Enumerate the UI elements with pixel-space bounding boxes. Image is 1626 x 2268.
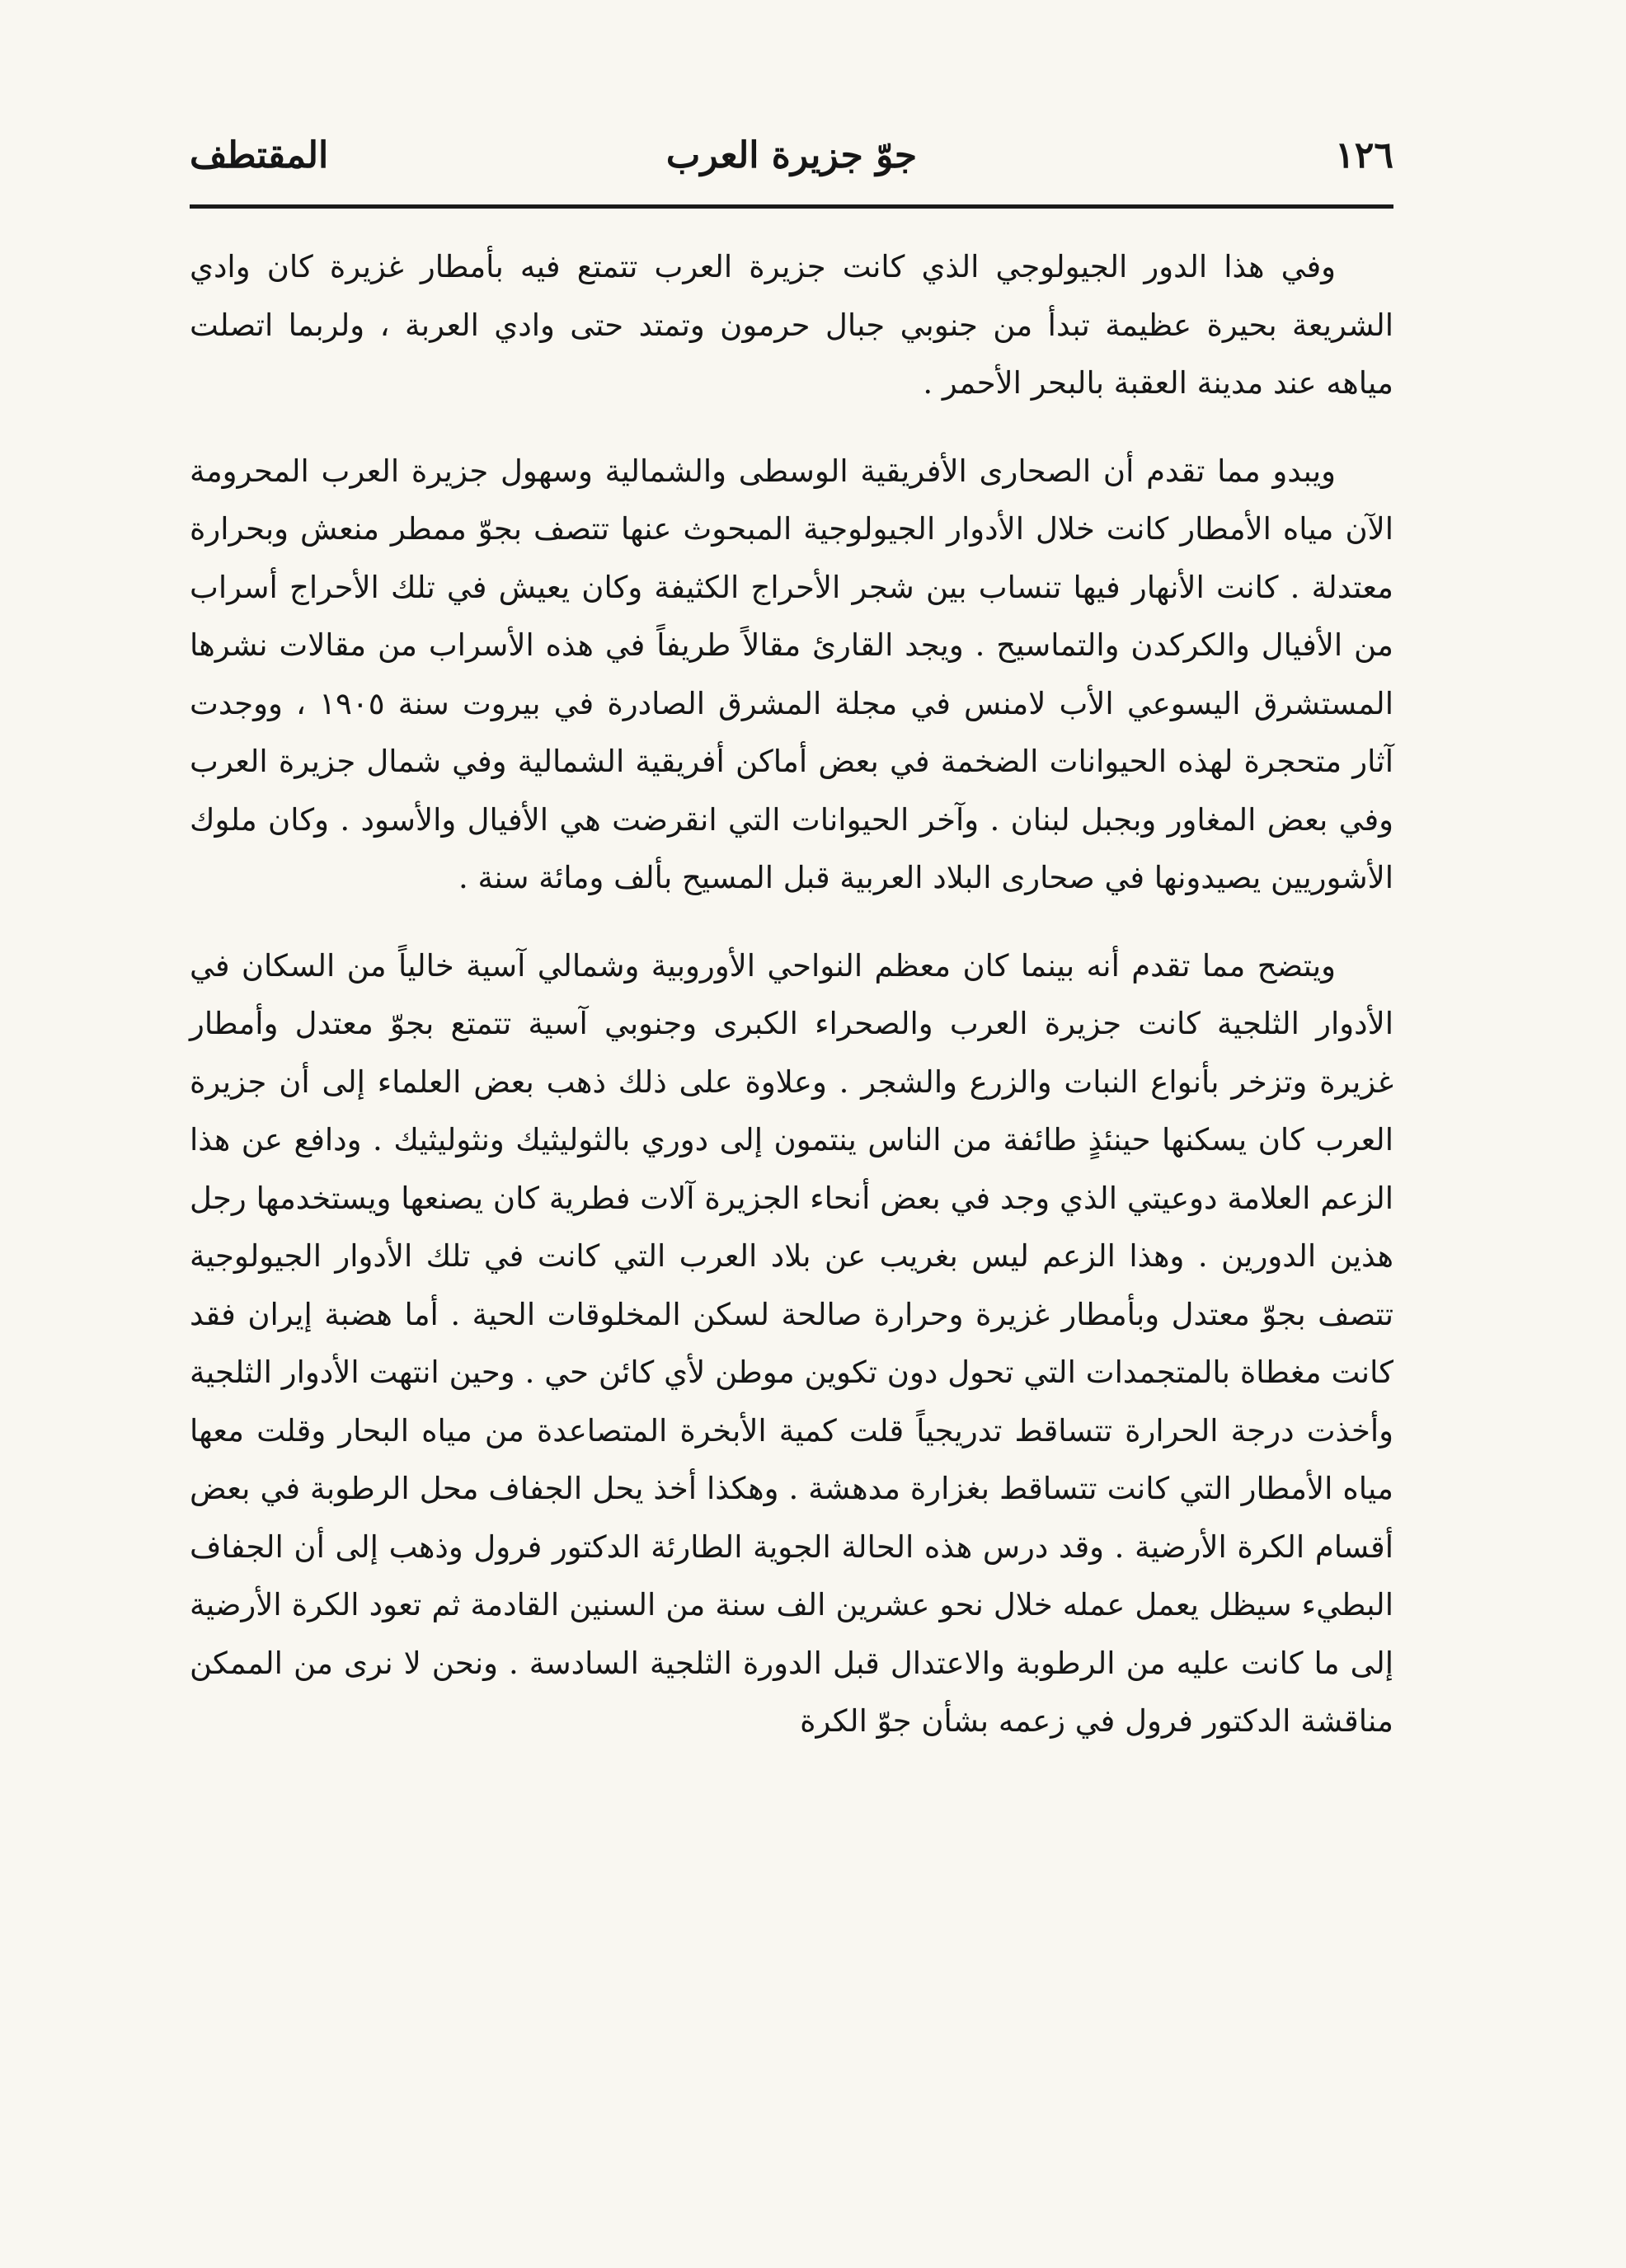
journal-name: المقتطف	[190, 134, 329, 176]
paragraph-2: ويبدو مما تقدم أن الصحارى الأفريقية الوسطى والشمالية وسهول جزيرة العرب المحرومة الآن مياه الأمطار كانت خلال الأدوار الجيولوجية المبحوث عنها تتصف بجوّ ممطر منعش وبحرارة معتدلة . كانت الأنهار فيها تنساب بين شجر الأحراج الكثيفة وكان يعيش في تلك الأحراج أسراب من الأفيال والكركدن والتماسيح . ويجد القارئ مقالاً طريفاً في هذه الأسراب من مقالات نشرها المستشرق اليسوعي الأب لامنس في مجلة المشرق الصادرة في بيروت سنة ١٩٠٥ ، ووجدت آثار متحجرة لهذه الحيوانات الضخمة في بعض أماكن أفريقية الشمالية وفي شمال جزيرة العرب وفي بعض المغاور وبجبل لبنان . وآخر الحيوانات التي انقرضت هي الأفيال والأسود . وكان ملوك الأشوريين يصيدونها في صحارى البلاد العربية قبل المسيح بألف ومائة سنة .	[190, 453, 1393, 895]
article-body	[190, 238, 1393, 1751]
header-divider	[190, 204, 1393, 209]
paragraph-1: وفي هذا الدور الجيولوجي الذي كانت جزيرة العرب تتمتع فيه بأمطار غزيرة كان وادي الشريعة بحيرة عظيمة تبدأ من جنوبي جبال حرمون وتمتد حتى وادي العربة ، ولربما اتصلت مياهه عند مدينة العقبة بالبحر الأحمر .	[190, 249, 1393, 401]
article-title: جوّ جزيرة العرب	[665, 134, 918, 176]
page-number: ١٢٦	[1335, 134, 1393, 176]
paragraph-3: ويتضح مما تقدم أنه بينما كان معظم النواحي الأوروبية وشمالي آسية خالياً من السكان في الأدوار الثلجية كانت جزيرة العرب والصحراء الكبرى وجنوبي آسية تتمتع بجوّ معتدل وأمطار غزيرة وتزخر بأنواع النبات والزرع والشجر . وعلاوة على ذلك ذهب بعض العلماء إلى أن جزيرة العرب كان يسكنها حينئذٍ طائفة من الناس ينتمون إلى دوري بالثوليثيك ونثوليثيك . ودافع عن هذا الزعم العلامة دوعيتي الذي وجد في بعض أنحاء الجزيرة آلات فطرية كان يصنعها ويستخدمها رجل هذين الدورين . وهذا الزعم ليس بغريب عن بلاد العرب التي كانت في تلك الأدوار الجيولوجية تتصف بجوّ معتدل وبأمطار غزيرة وحرارة صالحة لسكن المخلوقات الحية . أما هضبة إيران فقد كانت مغطاة بالمتجمدات التي تحول دون تكوين موطن لأي كائن حي . وحين انتهت الأدوار الثلجية وأخذت درجة الحرارة تتساقط تدريجياً قلت كمية الأبخرة المتصاعدة من مياه البحار وقلت معها مياه الأمطار التي كانت تتساقط بغزارة مدهشة . وهكذا أخذ يحل الجفاف محل الرطوبة في بعض أقسام الكرة الأرضية . وقد درس هذه الحالة الجوية الطارئة الدكتور فرول وذهب إلى أن الجفاف البطيء سيظل يعمل عمله خلال نحو عشرين الف سنة من السنين القادمة ثم تعود الكرة الأرضية إلى ما كانت عليه من الرطوبة والاعتدال قبل الدورة الثلجية السادسة . ونحن لا نرى من الممكن مناقشة الدكتور فرول في زعمه بشأن جوّ الكرة	[190, 947, 1393, 1739]
book-page	[190, 124, 1393, 1751]
running-header	[190, 124, 1393, 188]
